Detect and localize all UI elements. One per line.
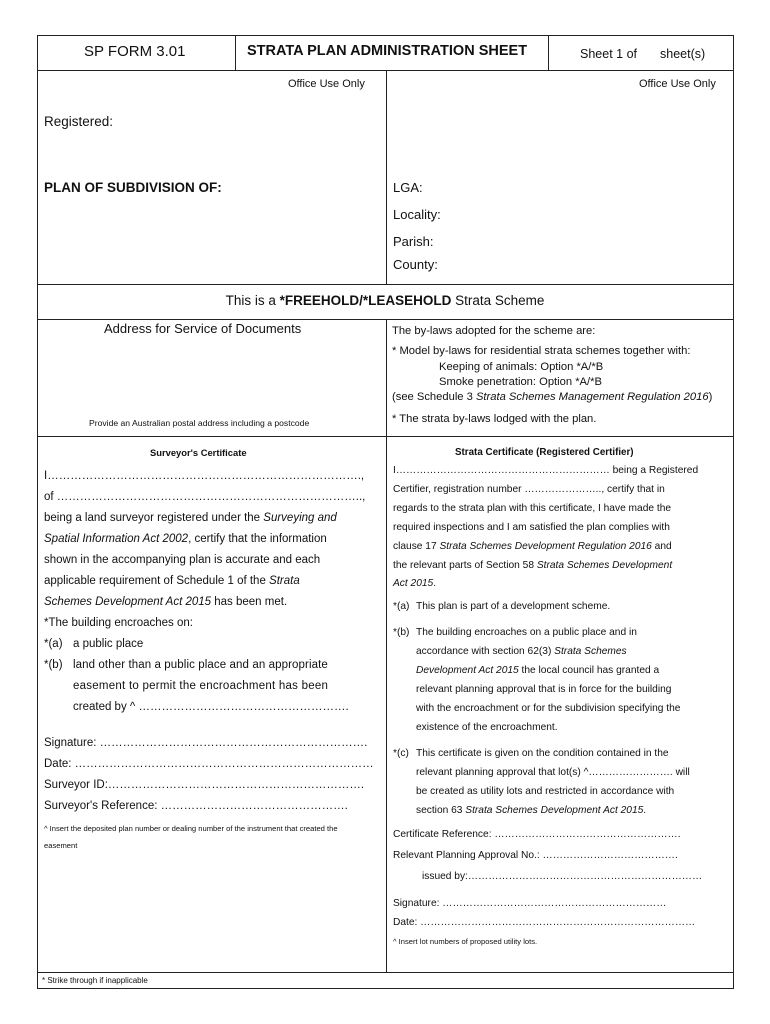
surveyor-text-6: applicable requirement of Schedule 1 of the Strata [44,575,300,587]
surveyor-text-7: Schemes Development Act 2015 has been met. [44,596,288,608]
form-title: STRATA PLAN ADMINISTRATION SHEET [247,43,528,59]
bylaws-line2: * Model by-laws for residential strata schemes together with: [392,345,691,357]
rule-footer [38,972,733,973]
strata-cert-c-mark: *(c) [393,748,409,759]
subdivision-heading: PLAN OF SUBDIVISION OF: [44,180,222,195]
rule-office-v [386,70,387,284]
bylaws-schedule-ref: (see Schedule 3 Strata Schemes Management Regulation 2016) [392,391,713,403]
surveyor-b-text1: land other than a public place and an appropriate [73,659,328,671]
surveyor-reference: Surveyor's Reference: …………………………………………. [44,800,348,812]
rule-lower-v [386,319,387,972]
surveyor-text-5: shown in the accompanying plan is accurate and each [44,554,321,566]
strata-cert-l5: clause 17 Strata Schemes Development Regulation 2016 and [393,541,672,552]
strata-cert-heading: Strata Certificate (Registered Certifier) [455,447,634,458]
surveyor-footnote-2: easement [44,841,78,850]
strata-cert-b2: accordance with section 62(3) Strata Schemes [416,646,627,657]
strata-cert-reference: Certificate Reference: ………………………………………………. [393,829,681,840]
rule-header-v2 [548,36,549,70]
strata-cert-b3: Development Act 2015 the local council has granted a [416,665,660,676]
strata-cert-b-mark: *(b) [393,627,410,638]
strata-cert-footnote: ^ Insert lot numbers of proposed utility lots. [393,937,538,946]
surveyor-text-3: being a land surveyor registered under the Surveying and [44,512,337,524]
strata-cert-a-mark: *(a) [393,601,410,612]
strata-cert-issued-by: issued by:…………………………………………………………… [422,871,703,882]
registered-label: Registered: [44,114,114,129]
strata-cert-l7: Act 2015. [393,578,437,589]
county-label: County: [393,257,438,272]
surveyor-b-text2: easement to permit the encroachment has been [73,680,329,692]
bylaws-animals: Keeping of animals: Option *A/*B [439,361,604,373]
bylaws-smoke: Smoke penetration: Option *A/*B [439,376,602,388]
surveyor-date: Date: …………………………………………………………………… [44,758,374,770]
surveyor-a-text: a public place [73,638,144,650]
surveyor-name-line: I………………………………………………………………………., [44,470,365,482]
strata-cert-b6: existence of the encroachment. [416,722,558,733]
surveyor-signature: Signature: ……………………………………………………………. [44,737,368,749]
surveyor-heading: Surveyor's Certificate [150,447,247,458]
strike-through-note: * Strike through if inapplicable [42,976,148,985]
strata-cert-l3: regards to the strata plan with this certificate, I have made the [393,503,672,514]
surveyor-of-line: of …………………………………………………………………….., [44,491,366,503]
form-code: SP FORM 3.01 [84,43,186,60]
surveyor-text-4: Spatial Information Act 2002, certify that the information [44,533,327,545]
surveyor-encroach: *The building encroaches on: [44,617,193,629]
bylaws-lodged: * The strata by-laws lodged with the plan. [392,413,597,425]
strata-cert-c4: section 63 Strata Schemes Development Act 2015. [416,805,647,816]
surveyor-footnote-1: ^ Insert the deposited plan number or dealing number of the instrument that created the [44,824,338,833]
surveyor-b-text3: created by ^ ………………………………………………. [73,701,349,713]
strata-cert-planning-approval: Relevant Planning Approval No.: …………………………………. [393,850,678,861]
strata-cert-signature: Signature: ………………………………………………………… [393,898,667,909]
strata-cert-a-text: This plan is part of a development scheme. [416,601,611,612]
office-use-left: Office Use Only [288,78,365,90]
strata-cert-b5: with the encroachment or for the subdivision specifying the [416,703,681,714]
rule-header-v1 [235,36,236,70]
surveyor-b-mark: *(b) [44,659,63,671]
office-use-right: Office Use Only [639,78,716,90]
strata-cert-date: Date: ……………………………………………………………………… [393,917,696,928]
strata-cert-l6: the relevant parts of Section 58 Strata Schemes Development [393,560,673,571]
strata-cert-l4: required inspections and I am satisfied the plan complies with [393,522,670,533]
scheme-statement: This is a *FREEHOLD/*LEASEHOLD Strata Scheme [225,293,545,308]
rule-subdivision [38,284,733,285]
strata-cert-l2: Certifier, registration number ………………….., certify that in [393,484,665,495]
strata-cert-c2: relevant planning approval that lot(s) ^……………………. will [416,767,690,778]
locality-label: Locality: [393,207,441,222]
bylaws-line1: The by-laws adopted for the scheme are: [392,325,596,337]
strata-cert-b4: relevant planning approval that is in force for the building [416,684,672,695]
surveyor-a-mark: *(a) [44,638,63,650]
sheet-label-b: sheet(s) [660,47,706,61]
lga-label: LGA: [393,180,423,195]
surveyor-id: Surveyor ID:…………………………………………………………. [44,779,365,791]
sheet-label-a: Sheet 1 of [580,47,637,61]
address-note: Provide an Australian postal address including a postcode [89,418,310,428]
parish-label: Parish: [393,234,434,249]
strata-cert-c1: This certificate is given on the condition contained in the [416,748,669,759]
strata-cert-c3: be created as utility lots and restricted in accordance with [416,786,675,797]
strata-cert-b1: The building encroaches on a public place and in [416,627,637,638]
address-heading: Address for Service of Documents [104,321,302,336]
strata-cert-l1: I……………………………………………………… being a Registered [393,465,699,476]
